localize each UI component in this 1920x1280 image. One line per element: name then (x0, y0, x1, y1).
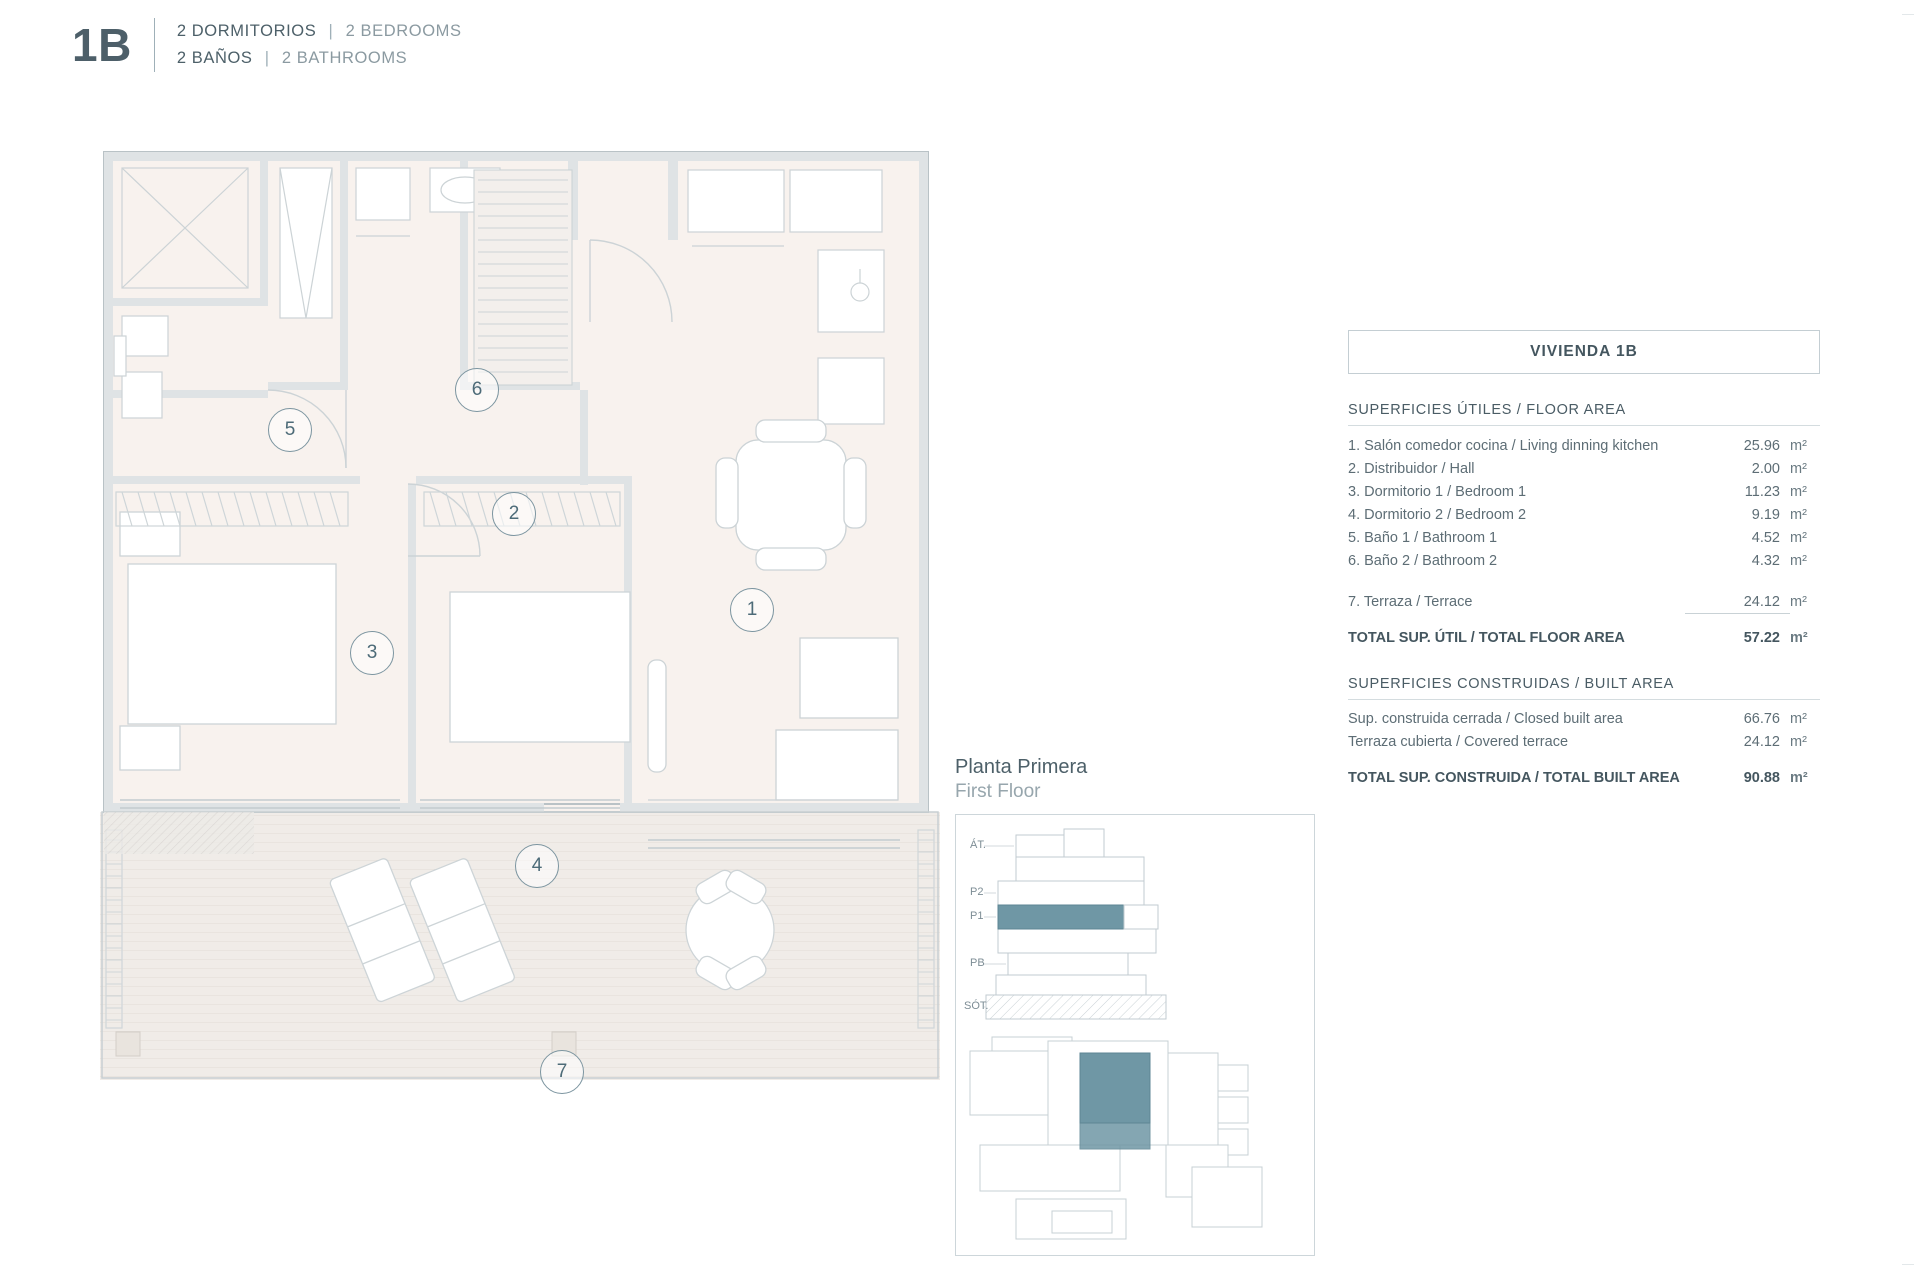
spec-row (1348, 731, 1820, 754)
row-label: 2. Distribuidor / Hall (1348, 460, 1475, 477)
row-unit: m² (1790, 483, 1807, 500)
room-number-5: 5 (268, 408, 312, 452)
separator-icon: | (264, 49, 270, 67)
spec-title: VIVIENDA 1B (1348, 330, 1820, 374)
row-label: TOTAL SUP. CONSTRUIDA / TOTAL BUILT AREA (1348, 769, 1680, 786)
row-value: 11.23 (1744, 483, 1780, 500)
unit-code: 1B (72, 19, 132, 71)
row-unit: m² (1790, 734, 1807, 750)
row-unit: m² (1790, 529, 1807, 546)
room-number-7: 7 (540, 1050, 584, 1094)
section-built-area-title: SUPERFICIES CONSTRUIDAS / BUILT AREA (1348, 676, 1820, 700)
row-value: 24.12 (1743, 593, 1780, 610)
level-label-p1: P1 (970, 909, 984, 922)
level-label-at: ÁT. (970, 838, 986, 851)
spec-row (1348, 480, 1820, 503)
row-unit: m² (1790, 711, 1807, 727)
row-unit: m² (1790, 630, 1808, 646)
row-value: 2.00 (1751, 460, 1780, 477)
spec-row (1348, 549, 1820, 572)
room-number-6: 6 (455, 368, 499, 412)
row-unit: m² (1790, 460, 1807, 477)
bathrooms-es: 2 BAÑOS (176, 49, 253, 67)
spec-row (1348, 526, 1820, 549)
row-value: 90.88 (1743, 769, 1780, 786)
spacer (1348, 572, 1820, 590)
row-label: 7. Terraza / Terrace (1348, 593, 1473, 610)
row-value: 57.22 (1743, 630, 1780, 646)
total-built-area-row (1348, 758, 1820, 790)
separator-icon: | (328, 22, 334, 40)
room-number-2: 2 (492, 492, 536, 536)
row-label: Sup. construida cerrada / Closed built area (1348, 711, 1623, 727)
edge-mark (1902, 14, 1914, 15)
room-number-3: 3 (350, 631, 394, 675)
locator-highlight-unit (1080, 1053, 1150, 1123)
row-unit: m² (1790, 506, 1807, 523)
row-label: 1. Salón comedor cocina / Living dinning kitchen (1348, 437, 1659, 454)
spec-panel (1348, 330, 1820, 789)
locator-title-en: First Floor (955, 781, 1041, 802)
locator-svg (956, 815, 1314, 1255)
row-value: 25.96 (1743, 437, 1780, 454)
row-label: 6. Baño 2 / Bathroom 2 (1348, 552, 1498, 569)
row-label: 4. Dormitorio 2 / Bedroom 2 (1348, 506, 1527, 523)
row-value: 9.19 (1751, 506, 1780, 523)
row-value: 4.52 (1751, 529, 1780, 546)
bathrooms-line (177, 49, 462, 68)
row-unit: m² (1790, 552, 1807, 569)
row-label: Terraza cubierta / Covered terrace (1348, 734, 1569, 750)
bedrooms-es: 2 DORMITORIOS (176, 22, 317, 40)
floorplan-svg (100, 140, 940, 1080)
room-number-4: 4 (515, 844, 559, 888)
spec-row (1348, 434, 1820, 457)
row-unit: m² (1790, 437, 1807, 454)
section-floor-area-title: SUPERFICIES ÚTILES / FLOOR AREA (1348, 402, 1820, 426)
row-value: 66.76 (1743, 711, 1780, 727)
edge-mark (1902, 1264, 1914, 1265)
bedrooms-en: 2 BEDROOMS (345, 22, 462, 40)
header-divider (154, 18, 155, 72)
bathrooms-en: 2 BATHROOMS (281, 49, 408, 67)
spec-row (1348, 457, 1820, 480)
header-description (177, 22, 462, 68)
spec-row-terrace (1348, 590, 1820, 613)
locator-highlight-level (998, 905, 1124, 929)
spec-row (1348, 503, 1820, 526)
row-value: 24.12 (1743, 734, 1780, 750)
level-label-sot: SÓT. (964, 999, 989, 1012)
spec-row (1348, 708, 1820, 731)
total-floor-area-row (1348, 618, 1820, 650)
floor-locator (955, 755, 1315, 1256)
row-unit: m² (1790, 769, 1808, 786)
row-value: 4.32 (1751, 552, 1780, 569)
row-label: 5. Baño 1 / Bathroom 1 (1348, 529, 1498, 546)
locator-box (955, 814, 1315, 1256)
sheet-header (72, 18, 462, 72)
level-label-pb: PB (970, 956, 985, 969)
room-number-1: 1 (730, 588, 774, 632)
subtotal-rule (1685, 613, 1790, 614)
floorplan-drawing (100, 140, 940, 1080)
spacer (1348, 650, 1820, 676)
row-unit: m² (1790, 593, 1807, 610)
locator-title-es: Planta Primera (955, 756, 1088, 778)
row-label: 3. Dormitorio 1 / Bedroom 1 (1348, 483, 1527, 500)
row-label: TOTAL SUP. ÚTIL / TOTAL FLOOR AREA (1348, 630, 1625, 646)
bedrooms-line (177, 22, 462, 41)
level-label-p2: P2 (970, 885, 984, 898)
